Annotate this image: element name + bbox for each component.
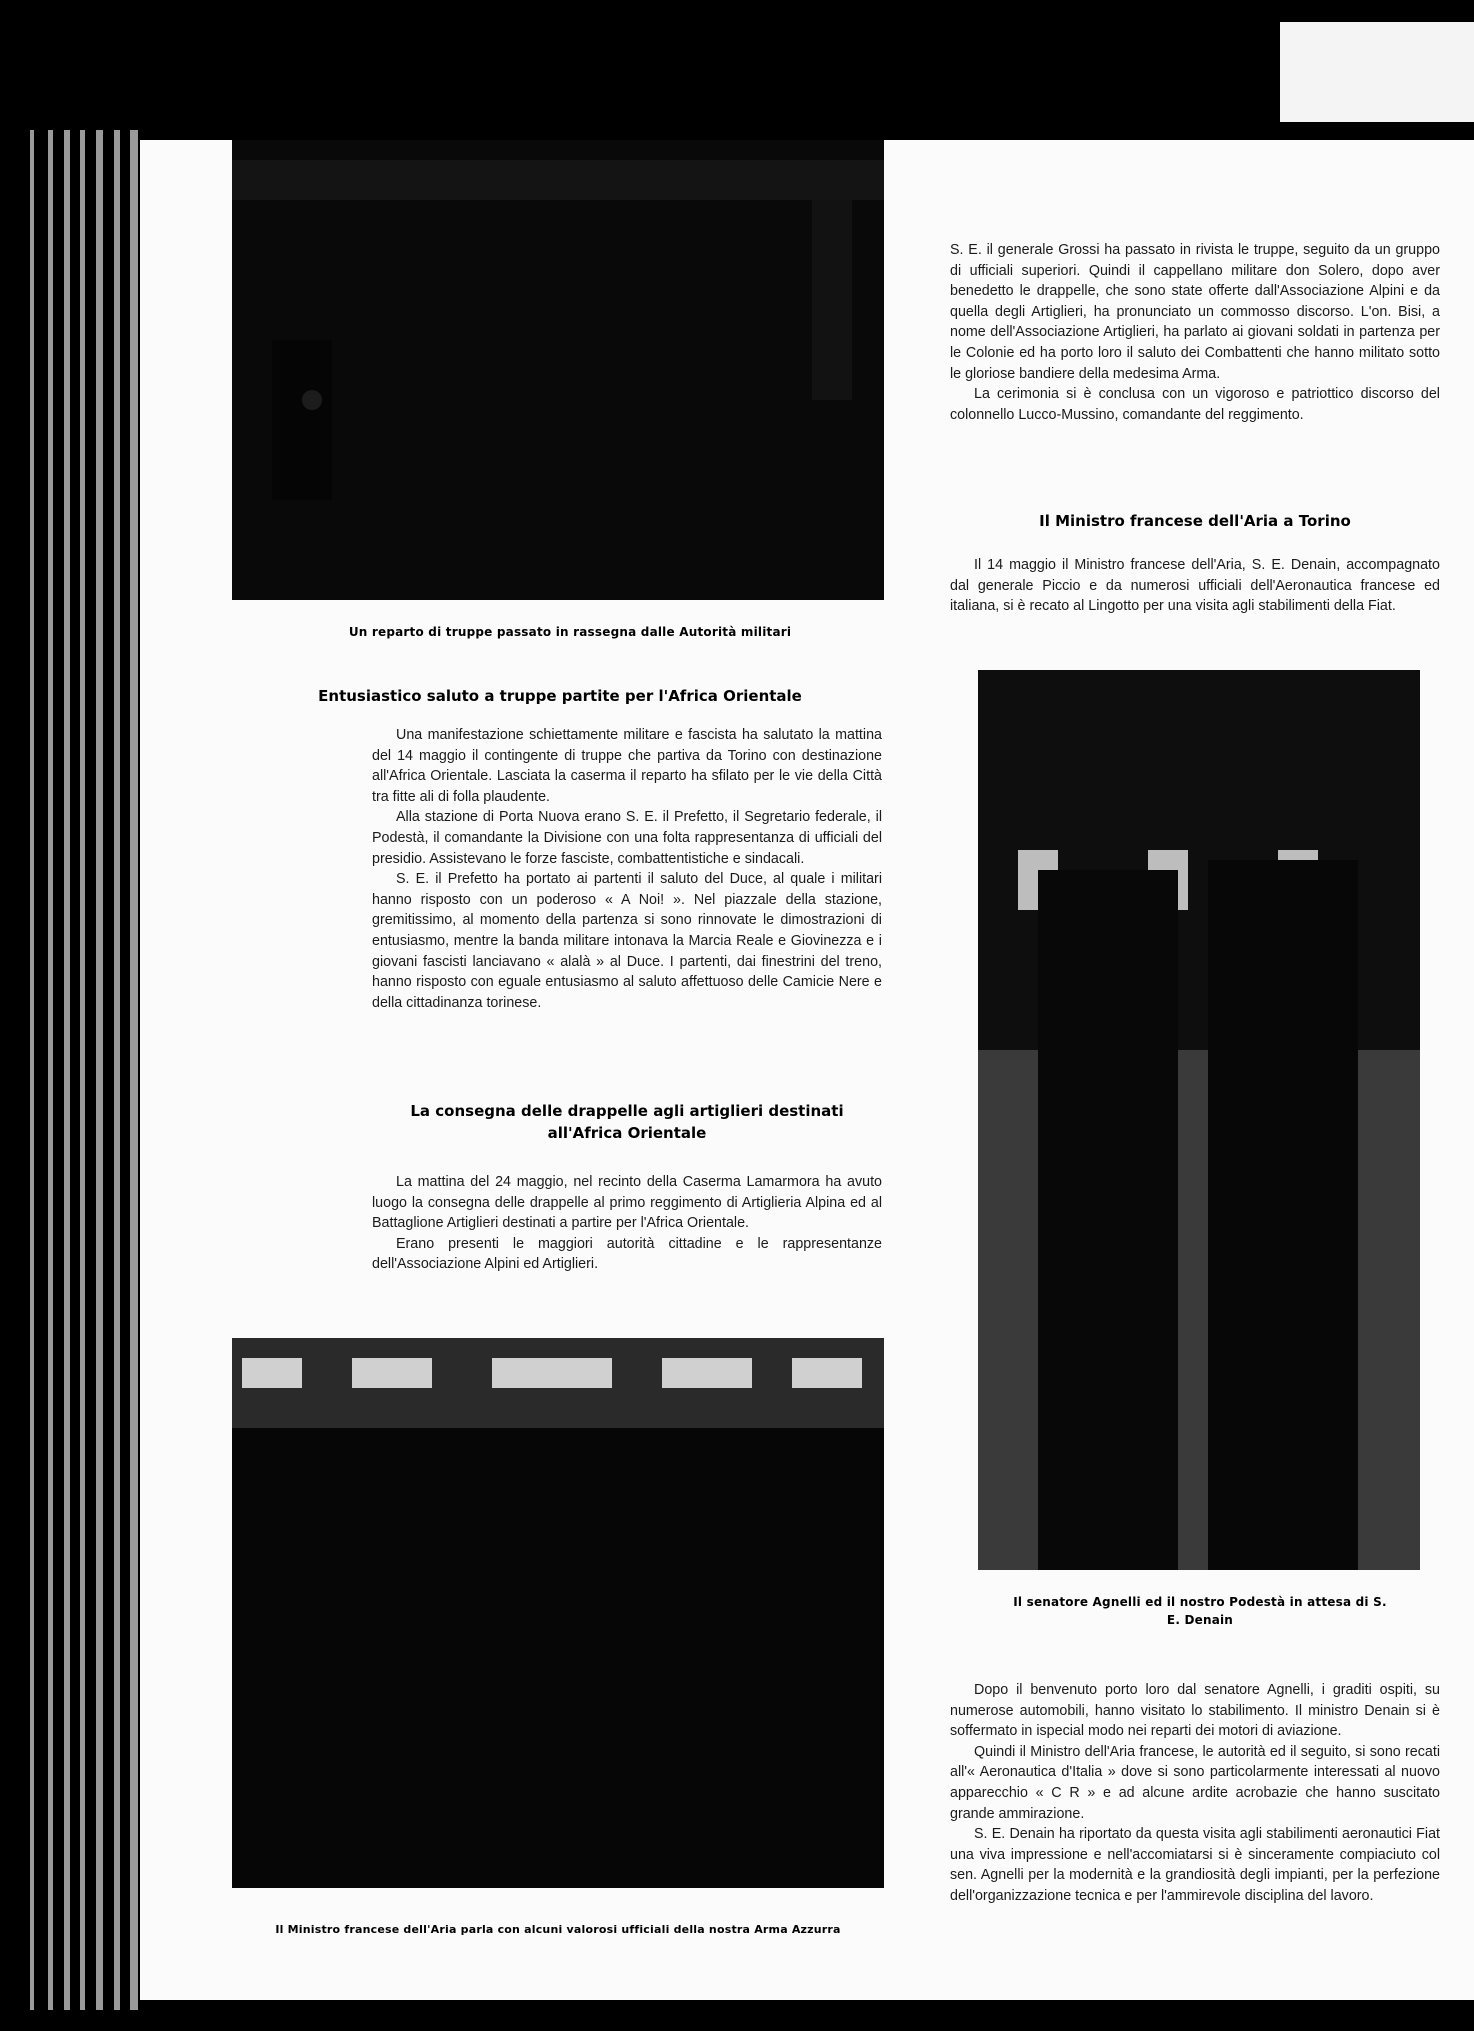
paragraph: La mattina del 24 maggio, nel recinto della Caserma Lamarmora ha avuto luogo la consegna delle drappelle al primo reggimento di Artiglieria Alpina ed al Battaglione Artiglieri destinati a partire per l'Africa Orientale. <box>372 1174 882 1232</box>
photo-agnelli-podesta <box>978 670 1420 1570</box>
caption-agnelli-podesta: Il senatore Agnelli ed il nostro Podestà in attesa di S. E. Denain <box>1013 1595 1387 1627</box>
paragraph: S. E. il generale Grossi ha passato in rivista le truppe, seguito da un gruppo di ufficiali superiori. Quindi il cappellano militare don Solero, dopo aver benedetto le drappelle, che sono state offerte dall'Associazione Alpini e da quella degli Artiglieri, ha pronunciato un commosso discorso. L'on. Bisi, a nome dell'Associazione Artiglieri, ha parlato ai giovani soldati in partenza per le Colonie ed ha porto loro il saluto dei Combattenti che hanno militato sotto le gloriose bandiere della medesima Arma. <box>950 242 1440 382</box>
heading-flags-line2: all'Africa Orientale <box>547 1124 707 1142</box>
caption-troop-review: Un reparto di truppe passato in rassegna dalle Autorità militari <box>348 625 792 639</box>
paragraph: S. E. il Prefetto ha portato ai partenti il saluto del Duce, al quale i militari hanno risposto con un poderoso « A Noi! ». Nel piazzale della stazione, gremitissimo, al momento della partenza si sono rinnovate le dimostrazioni di entusiasmo, mentre la banda militare intonava la Marcia Reale e Giovinezza e i giovani fascisti lanciavano « alalà » al Duce. I partenti, dai finestrini del treno, hanno risposto con eguale entusiasmo al saluto affettuoso delle Camicie Nere e della cittadinanza torinese. <box>372 871 882 1011</box>
heading-greeting: Entusiastico saluto a truppe partite per l'Africa Orientale <box>318 687 802 705</box>
article-greeting <box>372 725 882 1013</box>
paragraph: Il 14 maggio il Ministro francese dell'Aria, S. E. Denain, accompagnato dal generale Piccio e da numerosi ufficiali dell'Aeronautica francese ed italiana, si è recato al Lingotto per una visita agli stabilimenti della Fiat. <box>950 557 1440 615</box>
heading-flags <box>372 1100 882 1144</box>
paragraph: Dopo il benvenuto porto loro dal senatore Agnelli, i graditi ospiti, su numerose automobili, hanno visitato lo stabilimento. Il ministro Denain si è soffermato in ispecial modo nei reparti dei motori di aviazione. <box>950 1682 1440 1740</box>
paragraph: La cerimonia si è conclusa con un vigoroso e patriottico discorso del colonnello Lucco-Mussino, comandante del reggimento. <box>950 386 1440 423</box>
caption-minister-officers: Il Ministro francese dell'Aria parla con alcuni valorosi ufficiali della nostra Arma Azzurra <box>275 1923 841 1936</box>
magazine-page <box>140 140 1474 2000</box>
article-visit <box>950 1680 1440 1907</box>
heading-minister: Il Ministro francese dell'Aria a Torino <box>1039 512 1351 530</box>
heading-flags-line1: La consegna delle drappelle agli artiglieri destinati <box>410 1102 844 1120</box>
paragraph: S. E. Denain ha riportato da questa visita agli stabilimenti aeronautici Fiat una viva impressione e nell'accomiatarsi si è sinceramente compiaciuto col sen. Agnelli per la modernità e la grandiosità degli impianti, per la perfezione dell'organizzazione tecnica e per l'ammirevole disciplina del lavoro. <box>950 1826 1440 1904</box>
paragraph: Quindi il Ministro dell'Aria francese, le autorità ed il seguito, si sono recati all'« Aeronautica d'Italia » dove si sono particolarmente interessati al nuovo apparecchio « C R » e ad alcune ardite acrobazie che hanno suscitato grande ammirazione. <box>950 1743 1440 1822</box>
photo-minister-officers <box>232 1338 884 1888</box>
scan-white-patch <box>1280 22 1474 122</box>
article-minister <box>950 555 1440 617</box>
paragraph: Alla stazione di Porta Nuova erano S. E. il Prefetto, il Segretario federale, il Podestà, il comandante la Divisione con una folta rappresentanza di ufficiali del presidio. Assistevano le forze fasciste, combattentistiche e sindacali. <box>372 809 882 867</box>
article-flags <box>372 1172 882 1275</box>
paragraph: Una manifestazione schiettamente militare e fascista ha salutato la mattina del 14 maggio il contingente di truppe che partiva da Torino con destinazione all'Africa Orientale. Lasciata la caserma il reparto ha sfilato per le vie della Città tra fitte ali di folla plaudente. <box>372 727 882 805</box>
article-review-continued <box>950 240 1440 425</box>
paragraph: Erano presenti le maggiori autorità cittadine e le rappresentanze dell'Associazione Alpini ed Artiglieri. <box>372 1235 882 1273</box>
photo-troop-review <box>232 140 884 600</box>
